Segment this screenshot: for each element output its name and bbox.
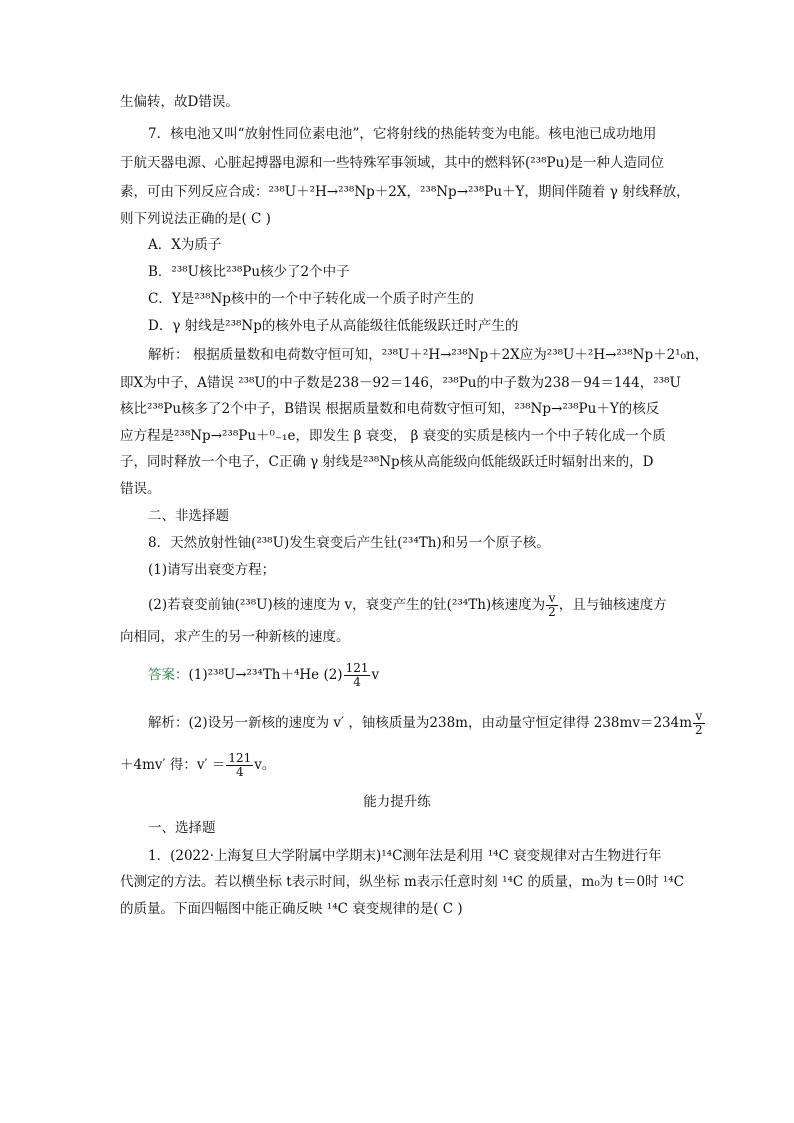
analysis-line: 子，同时释放一个电子，C正确 γ 射线是²³⁸Np核从高能级向低能级跃迁时辐射出来的，D (120, 454, 654, 470)
question-8-part-1: (1)请写出衰变方程； (148, 562, 276, 578)
analysis-line: 解析： 根据质量数和电荷数守恒可知，²³⁸U＋²H→²³⁸Np＋2X应为²³⁸U＋²H→²³⁸Np＋2¹₀n， (148, 347, 709, 363)
text-line: 则下列说法正确的是( C ) (120, 211, 271, 227)
fraction-121-over-4: $\frac{121}{4}$ (345, 661, 369, 689)
question-8-stem: 8．天然放射性铀(²³⁸U)发生衰变后产生钍(²³⁴Th)和另一个原子核。 (148, 535, 550, 551)
section-title: 能力提升练 (363, 794, 431, 810)
fraction-v-over-2: $\frac{v}{2}$ (548, 591, 556, 619)
section-heading: 一、选择题 (148, 820, 216, 836)
question-8-part-2: (2)若衰变前铀(²³⁸U)核的速度为 v，衰变产生的钍(²³⁴Th)核速度为 $\frac{v}{2}$ ，且与铀核速度方 (148, 591, 667, 619)
option-c: C．Y是²³⁸Np核中的一个中子转化成一个质子时产生的 (148, 291, 474, 307)
analysis-line: 应方程是²³⁸Np→²³⁸Pu＋⁰₋₁e，即发生 β 衰变， β 衰变的实质是核内一个中子转化成一个质 (120, 428, 666, 444)
option-a: A．X为质子 (148, 237, 222, 253)
question-7-stem: 7．核电池又叫“放射性同位素电池”，它将射线的热能转变为电能。核电池已成功地用 (148, 126, 657, 142)
analysis-line: 核比²³⁸Pu核多了2个中子，B错误 根据质量数和电荷数守恒可知，²³⁸Np→²³⁸Pu＋Y的核反 (120, 401, 660, 417)
answer-line: 答案：(1)²³⁸U→²³⁴Th＋⁴He (2) $\frac{121}{4}$ v (148, 661, 380, 689)
fraction-v-over-2: $\frac{v}{2}$ (695, 709, 703, 737)
analysis-line: 错误。 (120, 481, 161, 497)
section-heading: 二、非选择题 (148, 508, 229, 524)
text-line: 于航天器电源、心脏起搏器电源和一些特殊军事领域，其中的燃料钚(²³⁸Pu)是一种人造同位 (120, 155, 665, 171)
text-line: 生偏转，故D错误。 (120, 94, 239, 110)
option-d: D．γ 射线是²³⁸Np的核外电子从高能级往低能级跃迁时产生的 (148, 318, 519, 334)
text-line: 的质量。下面四幅图中能正确反映 ¹⁴C 衰变规律的是( C ) (120, 901, 463, 917)
analysis-line: 即X为中子，A错误 ²³⁸U的中子数是238－92＝146，²³⁸Pu的中子数为238－94＝144，²³⁸U (120, 375, 681, 391)
analysis-line: ＋4mv′ 得：v′ ＝ $\frac{121}{4}$ v。 (120, 751, 276, 779)
fraction-121-over-4: $\frac{121}{4}$ (228, 751, 252, 779)
text-line: 向相同，求产生的另一种新核的速度。 (120, 629, 350, 645)
text-line: 代测定的方法。若以横坐标 t表示时间，纵坐标 m表示任意时刻 ¹⁴C 的质量，m₀为 t＝0时 ¹⁴C (120, 874, 685, 890)
answer-label: 答案： (148, 667, 189, 683)
text-line: 素，可由下列反应合成：²³⁸U＋²H→²³⁸Np＋2X，²³⁸Np→²³⁸Pu＋Y，期间伴随着 γ 射线释放， (120, 184, 690, 200)
question-1-stem: 1．(2022·上海复旦大学附属中学期末)¹⁴C测年法是利用 ¹⁴C 衰变规律对古生物进行年 (148, 848, 662, 864)
analysis-line: 解析：(2)设另一新核的速度为 v′ ，铀核质量为238m，由动量守恒定律得 238mv＝234m $\frac{v}{2}$ (148, 709, 703, 737)
option-b: B．²³⁸U核比²³⁸Pu核少了2个中子 (148, 264, 350, 280)
